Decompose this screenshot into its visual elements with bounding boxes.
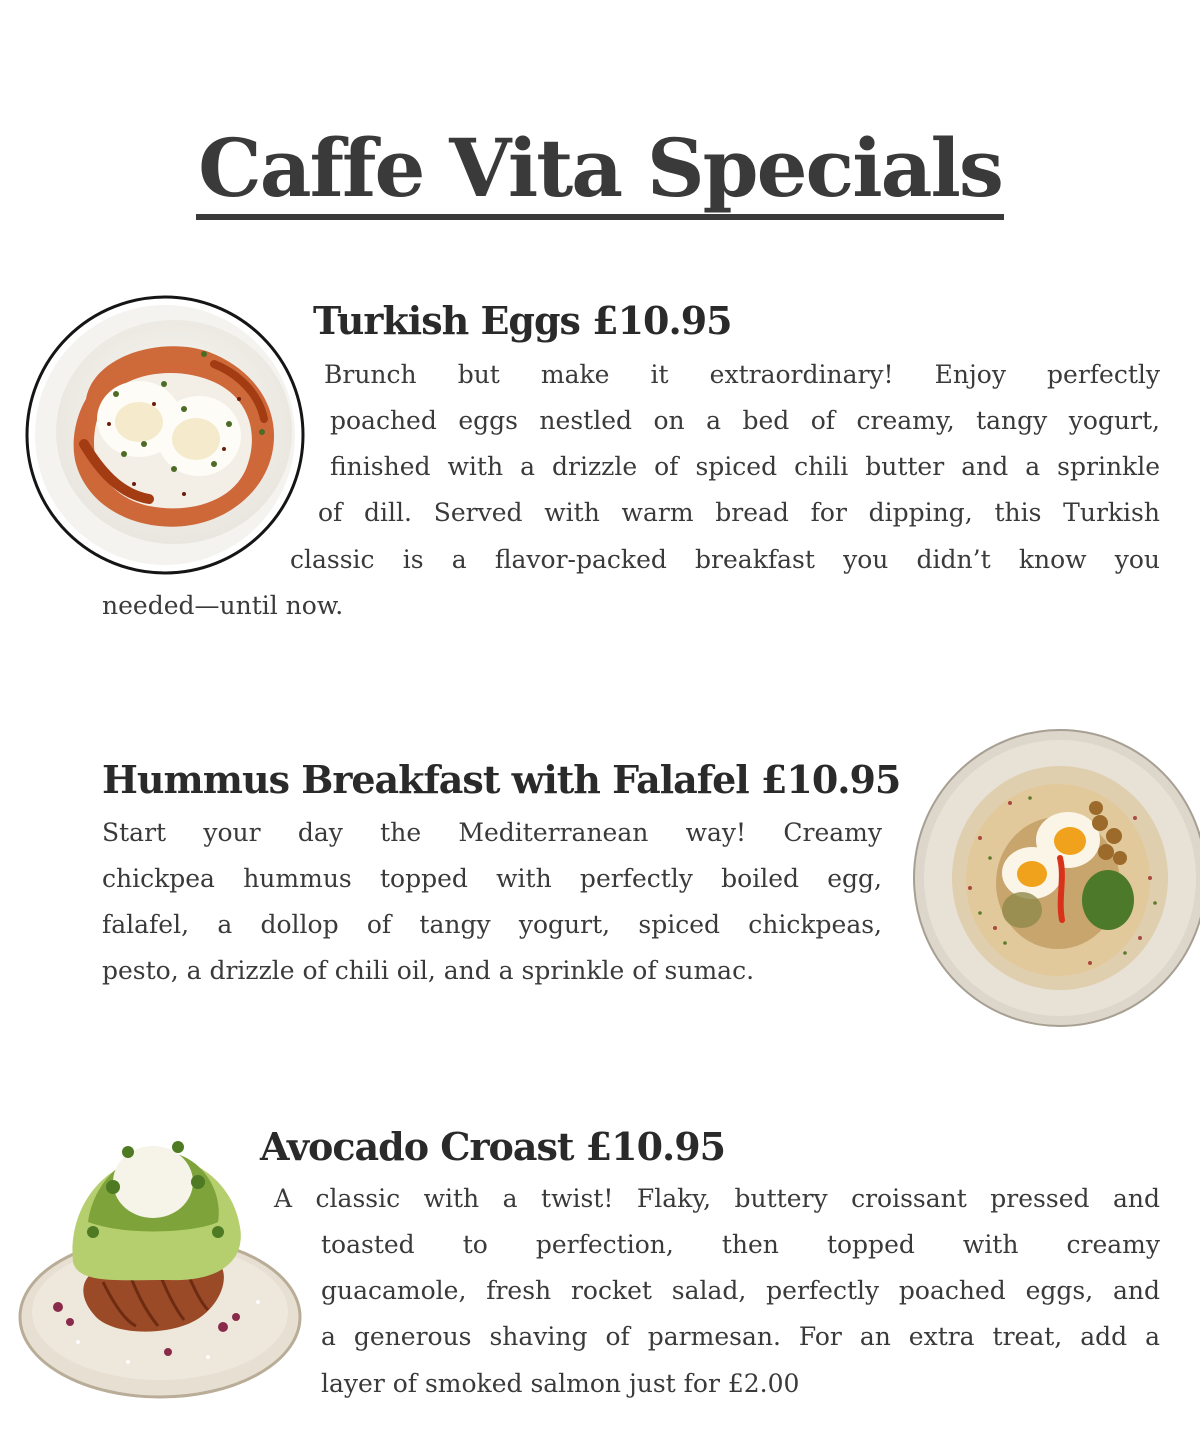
turkish-eggs-desc-line-5: classic is a flavor-packed breakfast you didn’t know you xyxy=(290,545,1160,574)
turkish-eggs-desc-line-4: of dill. Served with warm bread for dipping, this Turkish xyxy=(318,498,1160,527)
menu-title: Caffe Vita Specials xyxy=(196,128,1004,220)
hummus-breakfast-title: Hummus Breakfast with Falafel £10.95 xyxy=(102,757,901,802)
turkish-eggs-image xyxy=(24,294,306,576)
turkish-eggs-desc-line-6: needed—until now. xyxy=(102,591,344,620)
avocado-croast-desc-line-2: toasted to perfection, then topped with creamy xyxy=(321,1230,1160,1259)
avocado-croast-desc-line-3: guacamole, fresh rocket salad, perfectly poached eggs, and xyxy=(321,1276,1160,1305)
hummus-breakfast-desc-line-2: chickpea hummus topped with perfectly boiled egg, xyxy=(102,864,882,893)
turkish-eggs-title: Turkish Eggs £10.95 xyxy=(313,298,732,343)
menu-title-block xyxy=(0,121,1200,220)
turkish-eggs-desc-line-1: Brunch but make it extraordinary! Enjoy perfectly xyxy=(324,360,1160,389)
avocado-croast-desc-line-1: A classic with a twist! Flaky, buttery croissant pressed and xyxy=(274,1184,1160,1213)
avocado-croast-desc-line-4: a generous shaving of parmesan. For an extra treat, add a xyxy=(321,1322,1160,1351)
avocado-croast-desc-line-5: layer of smoked salmon just for £2.00 xyxy=(321,1369,800,1398)
hummus-breakfast-desc-line-1: Start your day the Mediterranean way! Creamy xyxy=(102,818,882,847)
turkish-eggs-desc-line-3: finished with a drizzle of spiced chili butter and a sprinkle xyxy=(330,452,1160,481)
turkish-eggs-desc-line-2: poached eggs nestled on a bed of creamy, tangy yogurt, xyxy=(330,406,1160,435)
avocado-croast-title: Avocado Croast £10.95 xyxy=(260,1124,726,1169)
hummus-breakfast-image xyxy=(910,728,1200,1028)
hummus-breakfast-desc-line-4: pesto, a drizzle of chili oil, and a sprinkle of sumac. xyxy=(102,956,755,985)
hummus-breakfast-desc-line-3: falafel, a dollop of tangy yogurt, spiced chickpeas, xyxy=(102,910,882,939)
